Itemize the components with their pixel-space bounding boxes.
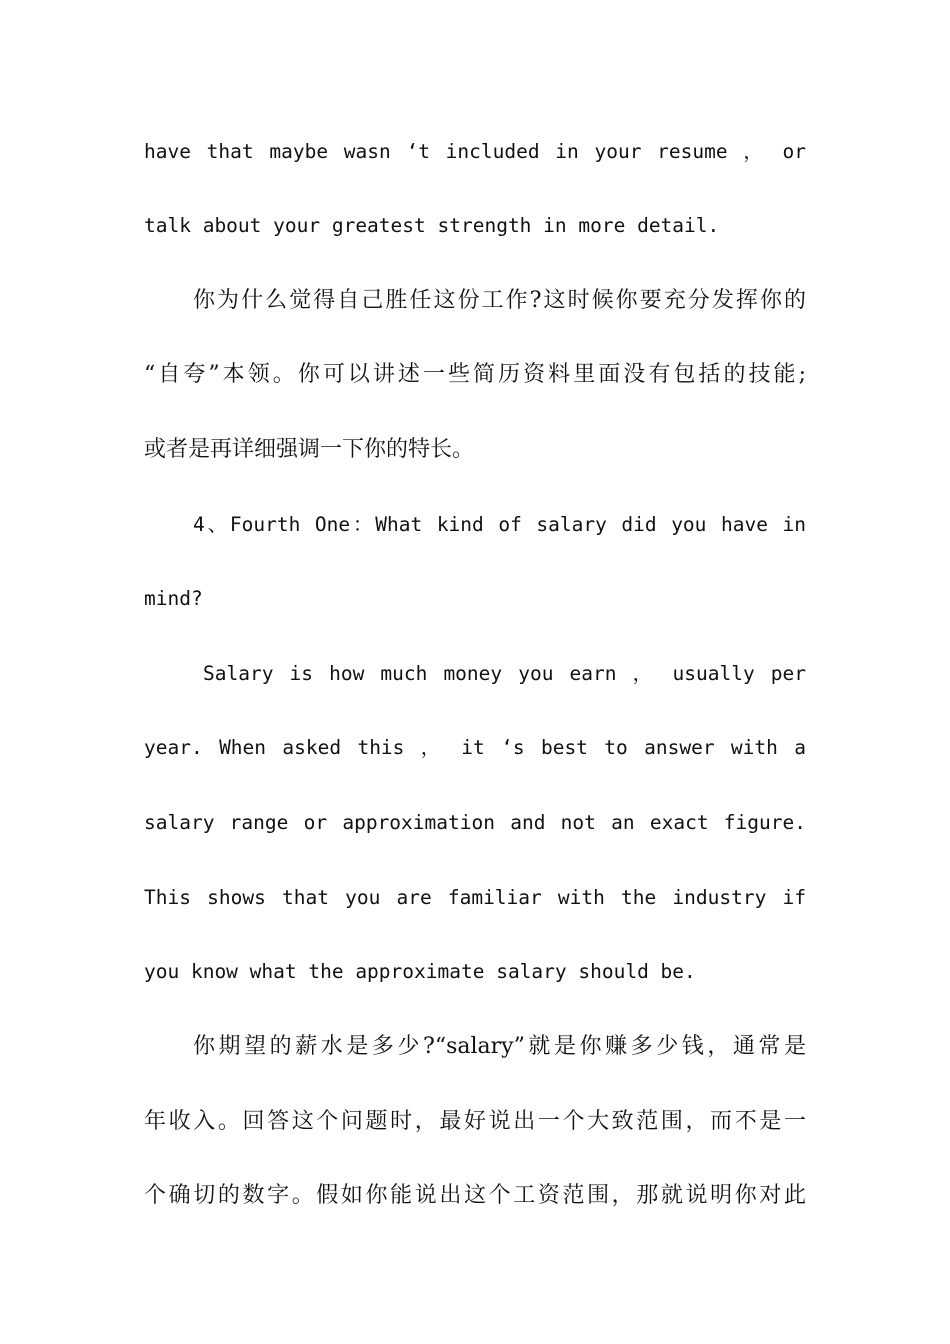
text-line-2: talk about your greatest strength in more detail. <box>144 214 720 237</box>
text-line-9: year. When asked this ， it ‘s best to answer with a <box>144 736 806 759</box>
text-line-1: have that maybe wasn ‘t included in your resume ， or <box>144 140 806 163</box>
text-line-15: 个确切的数字。假如你能说出这个工资范围，那就说明你对此 <box>144 1183 806 1208</box>
text-line-4: “自夸”本领。你可以讲述一些简历资料里面没有包括的技能; <box>144 362 806 387</box>
heading-question-4: 4、Fourth One：What kind of salary did you have in <box>193 513 806 536</box>
text-line-5: 或者是再详细强调一下你的特长。 <box>144 437 475 462</box>
text-line-10: salary range or approximation and not an exact figure. <box>144 811 806 834</box>
text-line-3: 你为什么觉得自己胜任这份工作?这时候你要充分发挥你的 <box>193 288 806 313</box>
text-line-14: 年收入。回答这个问题时，最好说出一个大致范围，而不是一 <box>144 1109 806 1134</box>
text-line-13: 你期望的薪水是多少?“salary”就是你赚多少钱，通常是 <box>193 1034 806 1059</box>
text-line-8: Salary is how much money you earn ， usually per <box>203 662 806 685</box>
text-line-12: you know what the approximate salary should be. <box>144 960 696 983</box>
text-line-11: This shows that you are familiar with the industry if <box>144 886 806 909</box>
text-line-7: mind? <box>144 587 203 610</box>
